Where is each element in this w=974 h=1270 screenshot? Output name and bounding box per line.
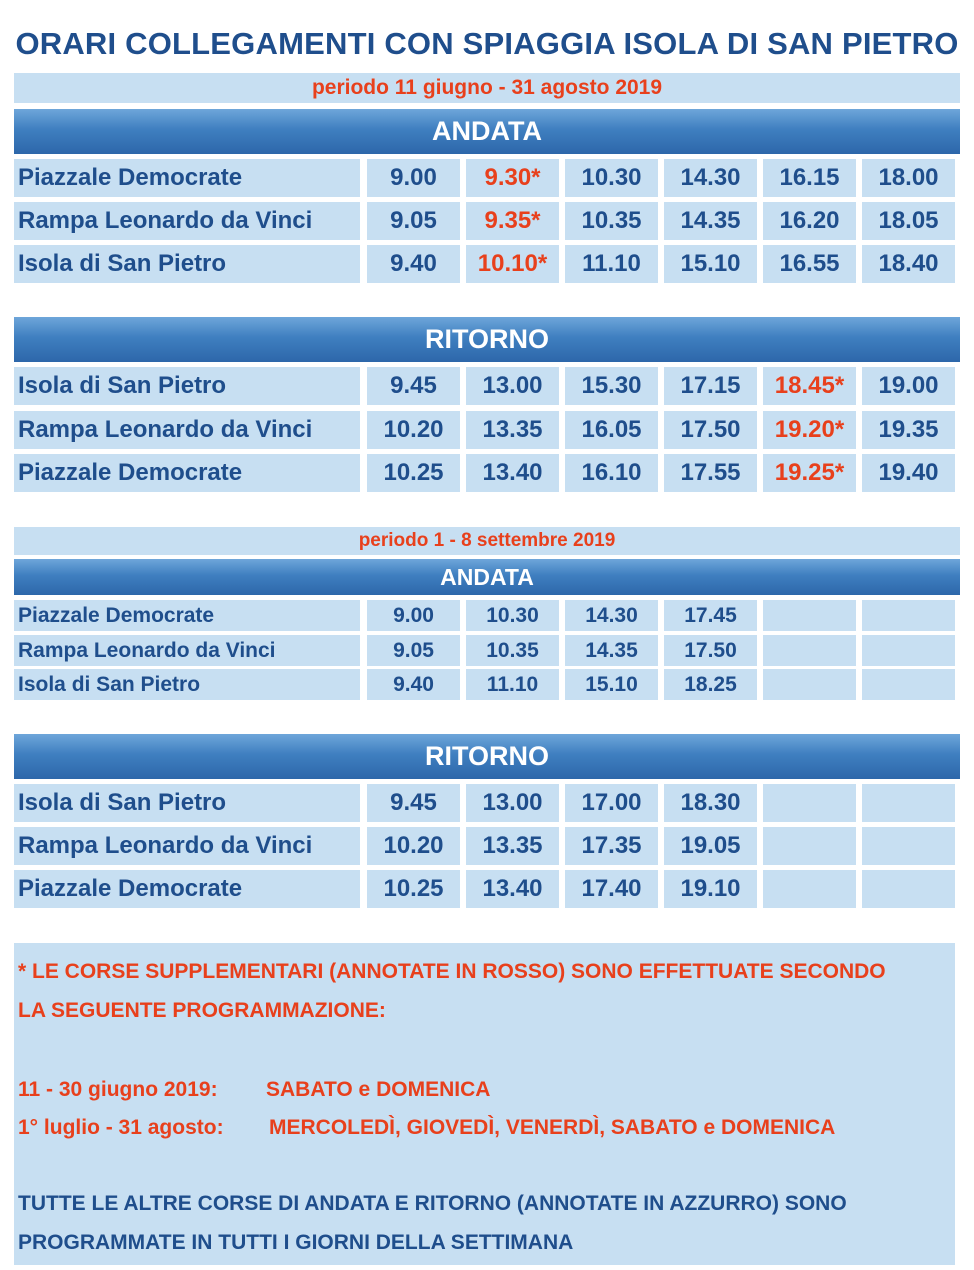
- departure-time: 11.10: [565, 245, 658, 283]
- note-schedule-1-days: SABATO e DOMENICA: [266, 1078, 491, 1101]
- notes-panel: [14, 943, 955, 1265]
- departure-time: 9.45: [367, 784, 460, 822]
- departure-time: 16.20: [763, 202, 856, 240]
- departure-time: 9.40: [367, 669, 460, 700]
- note-supplementary-line-2: LA SEGUENTE PROGRAMMAZIONE:: [18, 999, 386, 1022]
- departure-time: 9.30*: [466, 159, 559, 197]
- table-row: [14, 600, 960, 631]
- period-1-ritorno-heading: RITORNO: [14, 317, 960, 362]
- table-row: [14, 159, 960, 197]
- table-row: [14, 784, 960, 822]
- empty-time-cell: [763, 635, 856, 666]
- departure-time: 16.15: [763, 159, 856, 197]
- departure-time: 16.05: [565, 411, 658, 449]
- empty-time-cell: [862, 784, 955, 822]
- departure-time: 19.00: [862, 367, 955, 405]
- departure-time: 10.25: [367, 870, 460, 908]
- stop-name: Piazzale Democrate: [14, 159, 360, 197]
- note-regular-line-1: TUTTE LE ALTRE CORSE DI ANDATA E RITORNO (ANNOTATE IN AZZURRO) SONO: [18, 1192, 847, 1215]
- page-title: ORARI COLLEGAMENTI CON SPIAGGIA ISOLA DI SAN PIETRO: [15, 26, 959, 61]
- departure-time: 9.35*: [466, 202, 559, 240]
- stop-name: Rampa Leonardo da Vinci: [14, 202, 360, 240]
- departure-time: 15.10: [664, 245, 757, 283]
- table-row: [14, 870, 960, 908]
- departure-time: 13.40: [466, 454, 559, 492]
- departure-time: 19.05: [664, 827, 757, 865]
- table-row: [14, 202, 960, 240]
- departure-time: 19.25*: [763, 454, 856, 492]
- departure-time: 14.35: [664, 202, 757, 240]
- note-schedule-1-period: 11 - 30 giugno 2019:: [18, 1078, 218, 1101]
- departure-time: 17.35: [565, 827, 658, 865]
- departure-time: 19.35: [862, 411, 955, 449]
- period-2-ritorno-heading: RITORNO: [14, 734, 960, 779]
- departure-time: 14.35: [565, 635, 658, 666]
- table-row: [14, 669, 960, 700]
- stop-name: Isola di San Pietro: [14, 784, 360, 822]
- empty-time-cell: [862, 600, 955, 631]
- departure-time: 17.45: [664, 600, 757, 631]
- empty-time-cell: [862, 669, 955, 700]
- departure-time: 17.00: [565, 784, 658, 822]
- departure-time: 18.25: [664, 669, 757, 700]
- empty-time-cell: [862, 870, 955, 908]
- empty-time-cell: [763, 600, 856, 631]
- departure-time: 10.30: [565, 159, 658, 197]
- departure-time: 13.00: [466, 784, 559, 822]
- departure-time: 17.40: [565, 870, 658, 908]
- note-schedule-2-days: MERCOLEDÌ, GIOVEDÌ, VENERDÌ, SABATO e DOMENICA: [269, 1116, 836, 1139]
- departure-time: 9.40: [367, 245, 460, 283]
- period-2-label: periodo 1 - 8 settembre 2019: [14, 527, 960, 555]
- empty-time-cell: [763, 784, 856, 822]
- departure-time: 14.30: [664, 159, 757, 197]
- departure-time: 9.45: [367, 367, 460, 405]
- period-1-andata-heading: ANDATA: [14, 109, 960, 154]
- empty-time-cell: [763, 669, 856, 700]
- departure-time: 10.30: [466, 600, 559, 631]
- stop-name: Isola di San Pietro: [14, 367, 360, 405]
- empty-time-cell: [763, 827, 856, 865]
- departure-time: 9.00: [367, 600, 460, 631]
- period-2-andata-heading: ANDATA: [14, 559, 960, 595]
- departure-time: 16.10: [565, 454, 658, 492]
- stop-name: Rampa Leonardo da Vinci: [14, 411, 360, 449]
- empty-time-cell: [862, 635, 955, 666]
- departure-time: 14.30: [565, 600, 658, 631]
- departure-time: 15.10: [565, 669, 658, 700]
- table-row: [14, 245, 960, 283]
- stop-name: Piazzale Democrate: [14, 600, 360, 631]
- stop-name: Rampa Leonardo da Vinci: [14, 827, 360, 865]
- departure-time: 19.40: [862, 454, 955, 492]
- table-row: [14, 454, 960, 492]
- stop-name: Rampa Leonardo da Vinci: [14, 635, 360, 666]
- empty-time-cell: [862, 827, 955, 865]
- departure-time: 19.10: [664, 870, 757, 908]
- departure-time: 18.40: [862, 245, 955, 283]
- table-row: [14, 367, 960, 405]
- departure-time: 10.10*: [466, 245, 559, 283]
- departure-time: 17.50: [664, 635, 757, 666]
- departure-time: 17.15: [664, 367, 757, 405]
- departure-time: 15.30: [565, 367, 658, 405]
- departure-time: 13.35: [466, 827, 559, 865]
- departure-time: 9.05: [367, 635, 460, 666]
- departure-time: 10.20: [367, 411, 460, 449]
- departure-time: 13.40: [466, 870, 559, 908]
- departure-time: 18.00: [862, 159, 955, 197]
- stop-name: Piazzale Democrate: [14, 870, 360, 908]
- departure-time: 10.35: [565, 202, 658, 240]
- departure-time: 11.10: [466, 669, 559, 700]
- note-supplementary-line-1: * LE CORSE SUPPLEMENTARI (ANNOTATE IN ROSSO) SONO EFFETTUATE SECONDO: [18, 960, 886, 983]
- period-1-label: periodo 11 giugno - 31 agosto 2019: [14, 73, 960, 103]
- departure-time: 10.20: [367, 827, 460, 865]
- stop-name: Isola di San Pietro: [14, 669, 360, 700]
- departure-time: 10.25: [367, 454, 460, 492]
- departure-time: 13.00: [466, 367, 559, 405]
- departure-time: 10.35: [466, 635, 559, 666]
- table-row: [14, 827, 960, 865]
- note-regular-line-2: PROGRAMMATE IN TUTTI I GIORNI DELLA SETTIMANA: [18, 1231, 574, 1254]
- departure-time: 18.45*: [763, 367, 856, 405]
- departure-time: 18.05: [862, 202, 955, 240]
- departure-time: 9.05: [367, 202, 460, 240]
- stop-name: Isola di San Pietro: [14, 245, 360, 283]
- departure-time: 18.30: [664, 784, 757, 822]
- empty-time-cell: [763, 870, 856, 908]
- departure-time: 17.50: [664, 411, 757, 449]
- table-row: [14, 635, 960, 666]
- note-schedule-2-period: 1° luglio - 31 agosto:: [18, 1116, 224, 1139]
- departure-time: 17.55: [664, 454, 757, 492]
- table-row: [14, 411, 960, 449]
- departure-time: 13.35: [466, 411, 559, 449]
- departure-time: 19.20*: [763, 411, 856, 449]
- departure-time: 16.55: [763, 245, 856, 283]
- stop-name: Piazzale Democrate: [14, 454, 360, 492]
- departure-time: 9.00: [367, 159, 460, 197]
